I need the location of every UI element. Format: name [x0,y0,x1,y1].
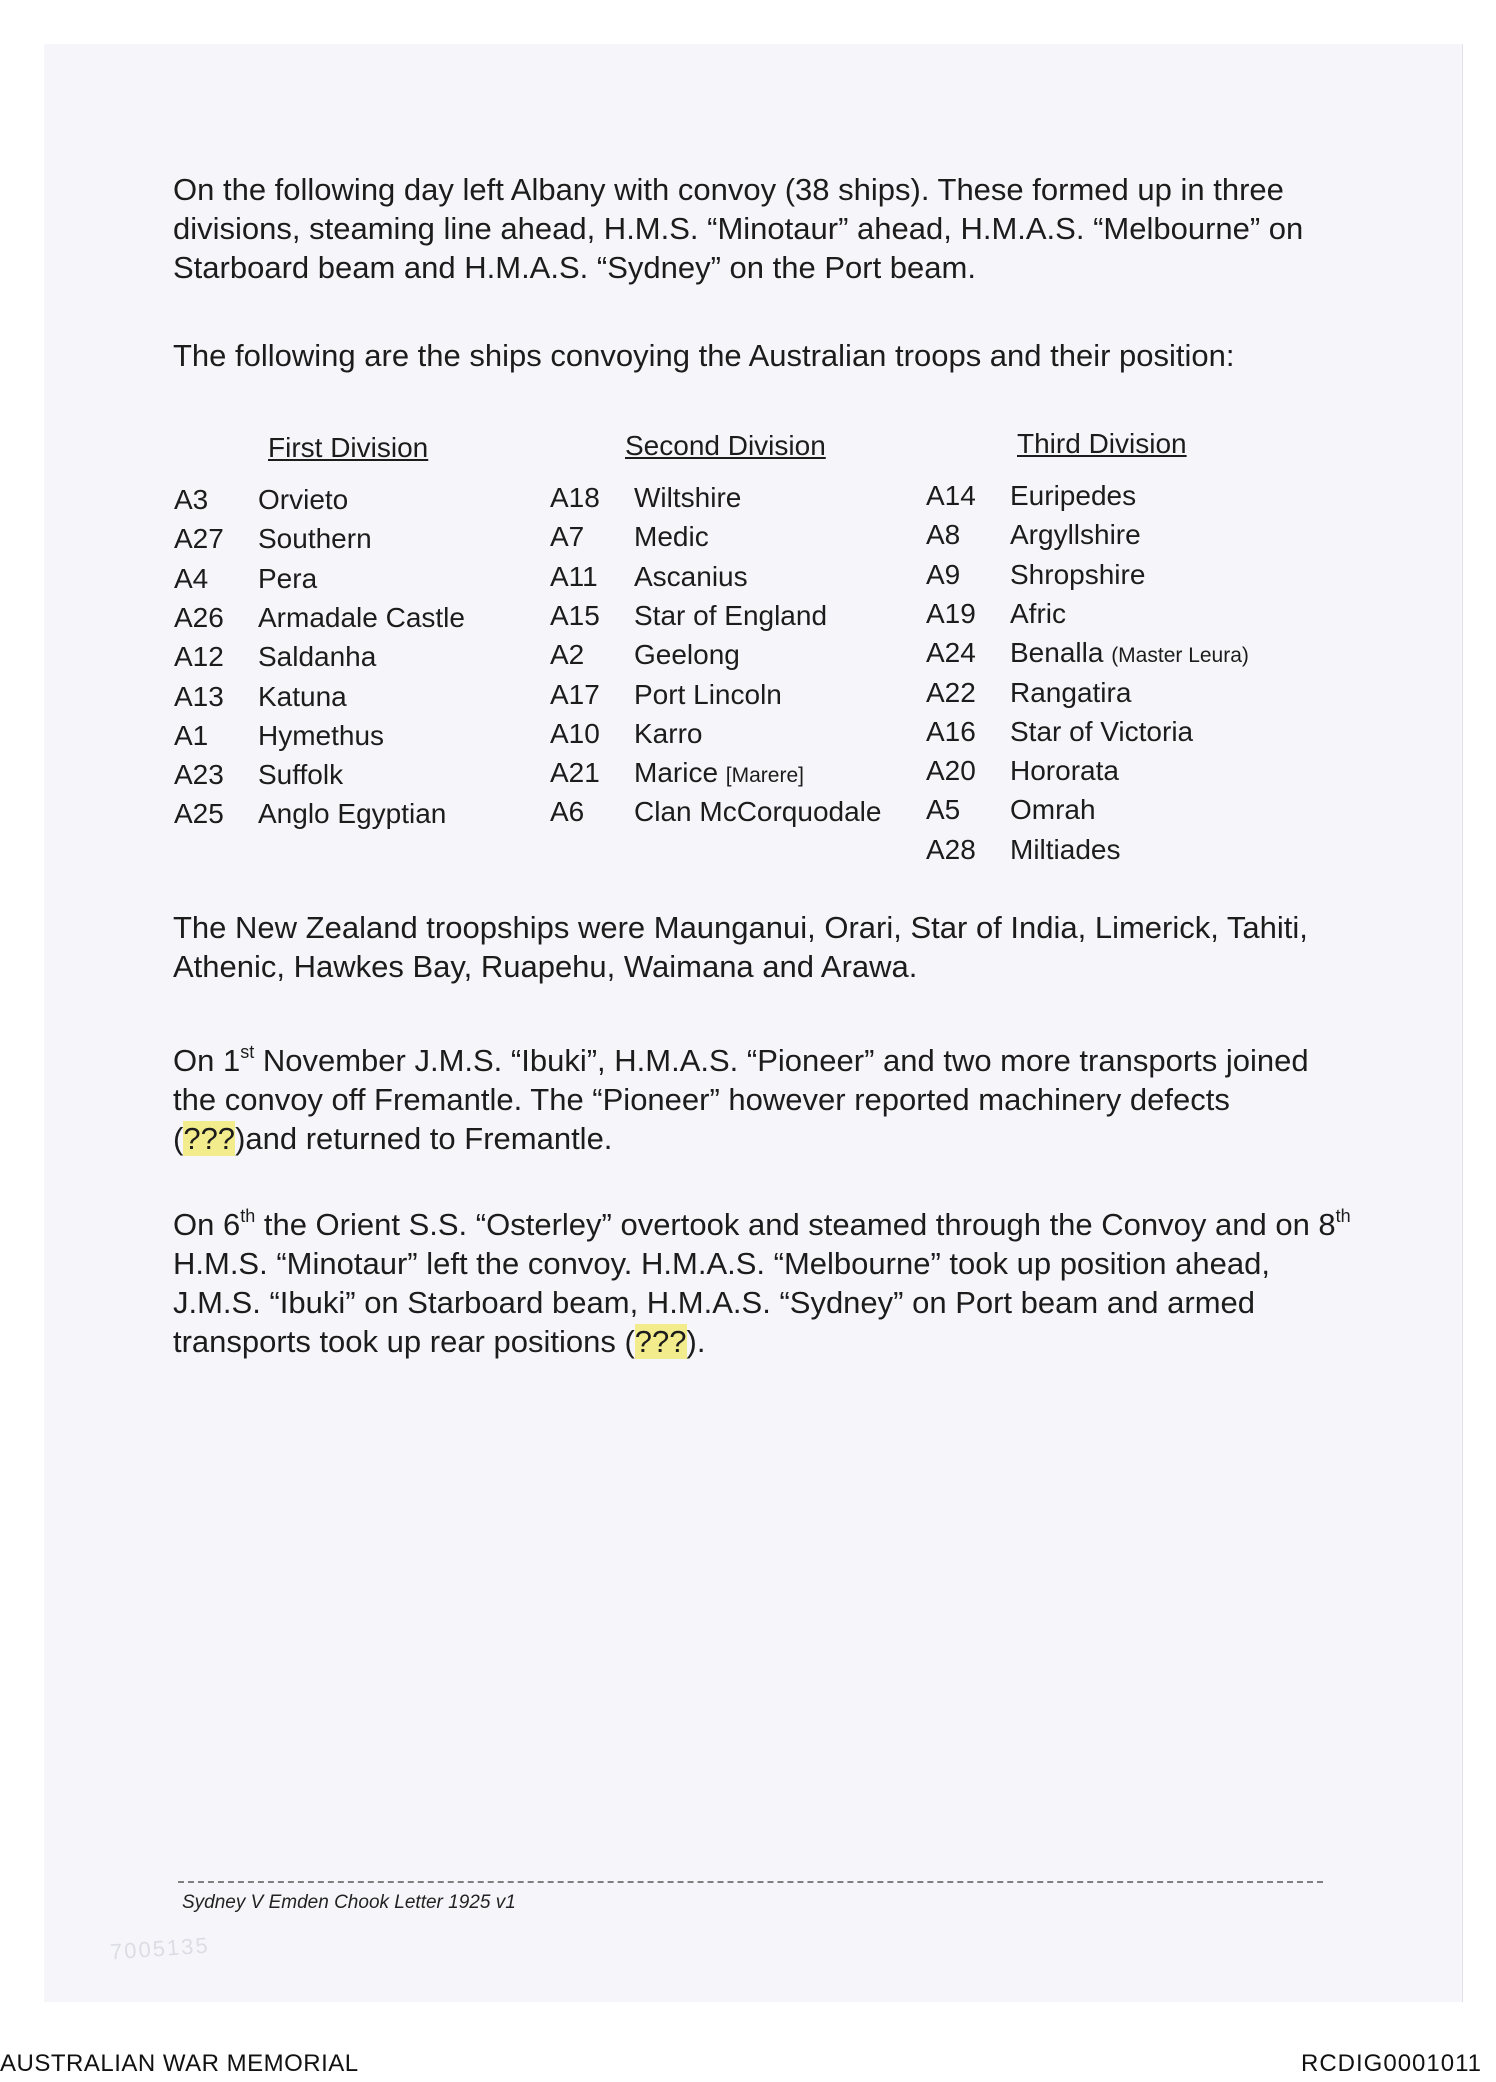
ship-code: A4 [174,562,209,594]
ship-code: A28 [926,833,976,865]
ship-name: Armadale Castle [258,601,465,633]
ship-code: A1 [174,719,209,751]
ship-name: Suffolk [258,759,344,791]
ship-name: Argyllshire [1010,519,1141,551]
ship-name: Clan McCorquodale [634,796,882,828]
paragraph-sixth-eighth [173,1205,1353,1361]
p5-text-b: the Orient S.S. “Osterley” overtook and steamed through the Convoy and on 8 [255,1207,1336,1242]
ship-code: A7 [550,521,585,553]
ship-code: A3 [174,484,209,515]
paragraph-new-zealand-troopships: The New Zealand troopships were Maunganui, Orari, Star of India, Limerick, Tahiti, Athenic, Hawkes Bay, Ruapehu, Waimana and Arawa. [173,910,1308,984]
ship-code: A20 [926,755,976,787]
ship-entry [1010,794,1096,826]
ship-name: Geelong [634,639,740,671]
p4-text-b: November J.M.S. “Ibuki”, H.M.A.S. “Pioneer” and two more transports joined the convoy off Fremantle. The “Pioneer” however reported machinery defects ( [173,1043,1309,1156]
ship-name: Anglo Egyptian [258,798,447,830]
ship-code: A13 [174,680,224,712]
ship-code: A11 [550,560,598,592]
ship-code: A21 [550,757,600,789]
ship-name: Medic [634,521,709,553]
ship-entry [258,484,348,516]
ship-entry [258,602,465,634]
ship-entry [1010,480,1136,512]
ship-code: A19 [926,597,976,629]
ship-name: Orvieto [258,484,349,515]
ship-name: Shropshire [1010,558,1146,590]
ship-code: A9 [926,558,961,590]
ship-name: Rangatira [1010,676,1132,708]
ship-name: Ascanius [634,560,748,592]
archive-institution-label: AUSTRALIAN WAR MEMORIAL [0,2050,359,2077]
p5-superscript-b: th [1335,1206,1351,1226]
ship-code: A12 [174,641,224,673]
ship-name: Port Lincoln [634,678,782,710]
ship-entry [258,523,372,555]
ship-code: A8 [926,519,961,551]
ship-name: Hororata [1010,755,1119,787]
ship-note: [Marere] [725,764,804,788]
ship-entry [258,759,343,791]
ship-entry [1010,677,1131,709]
ship-entry [634,639,740,671]
ship-entry [258,563,317,595]
ship-entry [1010,716,1193,748]
ship-entry [258,681,347,713]
ship-entry [634,679,782,711]
ship-code: A18 [550,482,600,513]
p4-highlight-query: ??? [183,1121,236,1156]
ship-code: A24 [926,637,976,669]
faint-page-stamp: 7005135 [109,1932,211,1965]
ship-code: A15 [550,599,600,631]
ship-name: Miltiades [1010,833,1121,865]
paragraph-convoy-departure: On the following day left Albany with convoy (38 ships). These formed up in three divisions, steaming line ahead, H.M.S. “Minotaur” ahead, H.M.A.S. “Melbourne” on Starboard beam and H.M.A.S. “Sydney” on the Port beam. [173,172,1304,285]
ship-code: A10 [550,717,600,749]
ship-entry [1010,637,1249,669]
footer-dashed-rule [178,1881,1323,1883]
ship-entry [1010,598,1066,630]
ship-code: A22 [926,676,976,708]
ship-code: A25 [174,798,224,830]
ship-entry [258,641,376,673]
ship-name: Pera [258,562,318,594]
ship-name: Hymethus [258,719,385,751]
p5-superscript-a: th [240,1206,256,1226]
ship-code: A23 [174,759,224,791]
paragraph-first-november [173,1041,1353,1158]
ship-name: Benalla [1010,637,1104,669]
ship-name: Karro [634,717,703,749]
ship-name: Marice [634,757,719,789]
p5-highlight-query: ??? [634,1324,687,1359]
ship-entry [1010,834,1120,866]
ship-code: A6 [550,796,585,828]
ship-code: A5 [926,794,961,826]
ship-code: A26 [174,601,224,633]
ship-entry [258,798,446,830]
ship-name: Saldanha [258,641,377,673]
p5-text-a: On 6 [173,1207,241,1242]
ship-name: Katuna [258,680,347,712]
first-division-heading: First Division [268,432,429,463]
ship-name: Afric [1010,597,1066,629]
p4-text-c: )and returned to Fremantle. [235,1121,613,1156]
ship-code: A17 [550,678,600,710]
second-division-heading: Second Division [625,430,826,461]
ship-entry [634,796,881,828]
ship-entry [634,482,741,514]
third-division-heading: Third Division [1017,428,1187,459]
ship-code: A16 [926,715,976,747]
ship-entry [634,757,804,789]
ship-entry [634,521,709,553]
ship-name: Southern [258,523,372,555]
ship-name: Star of England [634,599,828,631]
ship-entry [634,561,748,593]
archive-item-id: RCDIG0001011 [1301,2050,1482,2077]
ship-name: Star of Victoria [1010,715,1194,747]
ship-entry [634,718,702,750]
ship-name: Omrah [1010,794,1096,826]
ship-name: Wiltshire [634,482,742,513]
paragraph-ships-intro: The following are the ships convoying the Australian troops and their position: [173,338,1235,373]
ship-name: Euripedes [1010,480,1137,511]
ship-code: A27 [174,523,224,555]
p4-superscript: st [240,1042,255,1062]
footer-document-title: Sydney V Emden Chook Letter 1925 v1 [182,1892,516,1913]
ship-entry [1010,519,1141,551]
ship-entry [634,600,827,632]
ship-code: A2 [550,639,585,671]
ship-note: (Master Leura) [1111,644,1249,668]
ship-entry [258,720,384,752]
ship-code: A14 [926,480,976,511]
ship-entry [1010,559,1145,591]
p4-text-a: On 1 [173,1043,241,1078]
p5-text-d: ). [686,1324,706,1359]
ship-entry [1010,755,1119,787]
p5-text-c: H.M.S. “Minotaur” left the convoy. H.M.A.S. “Melbourne” took up position ahead, J.M.S. “Ibuki” on Starboard beam, H.M.A.S. “Sydney” on Port beam and armed transports took up rear positions ( [173,1246,1270,1359]
